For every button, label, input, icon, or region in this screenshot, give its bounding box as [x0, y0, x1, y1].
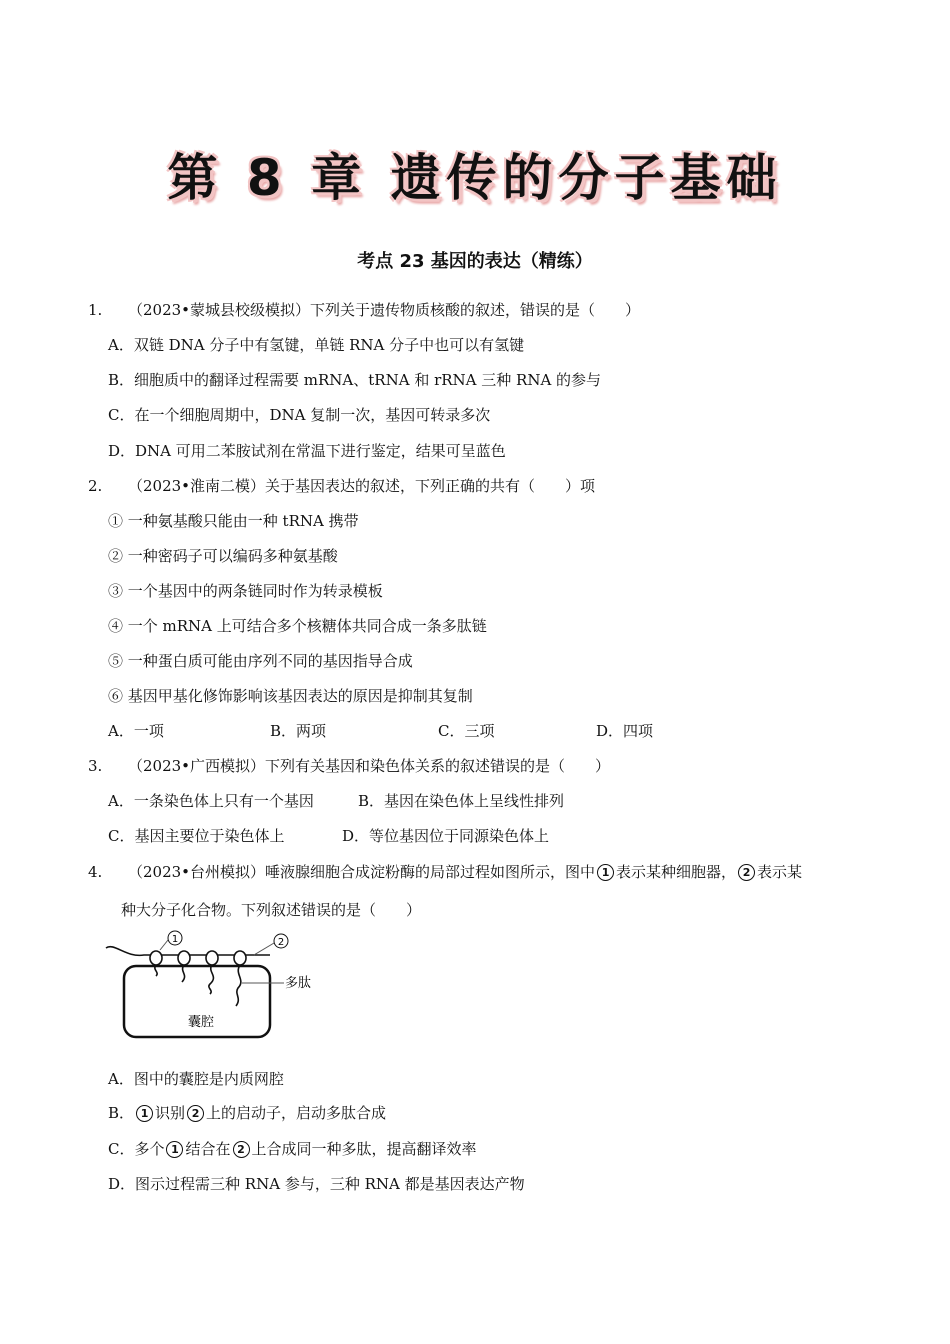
question-text: 表示某种细胞器，: [616, 863, 737, 881]
circled-2-mark: 2: [187, 1105, 204, 1122]
q2-item-5: ⑤ 一种蛋白质可能由序列不同的基因指导合成: [108, 652, 413, 670]
q2-item-2: ② 一种密码子可以编码多种氨基酸: [108, 547, 338, 565]
question-4-stem: [88, 862, 802, 882]
question-text: （2023•台州模拟）唾液腺细胞合成淀粉酶的局部过程如图所示，图中: [128, 863, 596, 881]
question-text: （2023•淮南二模）关于基因表达的叙述，下列正确的共有（ ）项: [128, 477, 596, 495]
q1-option-a: A．双链 DNA 分子中有氢键，单链 RNA 分子中也可以有氢键: [108, 336, 525, 354]
q2-item-3: ③ 一个基因中的两条链同时作为转录模板: [108, 582, 383, 600]
circled-1-mark: 1: [136, 1105, 153, 1122]
q2-options-row: [108, 721, 653, 741]
q3-options-row-1: [108, 791, 564, 811]
chapter-title: 第 8 章 遗传的分子基础: [167, 149, 783, 207]
ribosome-1: [150, 951, 162, 965]
q4-option-d: D．图示过程需三种 RNA 参与，三种 RNA 都是基因表达产物: [108, 1175, 525, 1193]
q2-option-b: B．两项: [270, 722, 327, 740]
q1-option-d: D．DNA 可用二苯胺试剂在常温下进行鉴定，结果可呈蓝色: [108, 442, 506, 460]
er-ribosome-diagram: [104, 928, 324, 1043]
question-4-stem-continued: 种大分子化合物。下列叙述错误的是（ ）: [121, 901, 422, 919]
section-title: 考点 23 基因的表达（精练）: [357, 251, 593, 272]
polypeptide-4: [236, 965, 241, 1006]
ribosome-3: [206, 951, 218, 965]
label-peptide: 多肽: [285, 976, 312, 991]
circled-2-mark: 2: [738, 864, 755, 881]
q4-option-b: [108, 1103, 386, 1123]
question-number: 4.: [88, 863, 103, 881]
ribosome-4: [234, 951, 246, 965]
q3-options-row-2: [108, 826, 549, 846]
q1-option-b: B．细胞质中的翻译过程需要 mRNA、tRNA 和 rRNA 三种 RNA 的参与: [108, 371, 602, 389]
question-text: （2023•广西模拟）下列有关基因和染色体关系的叙述错误的是（ ）: [128, 757, 611, 775]
question-text: 表示某: [757, 863, 803, 881]
polypeptide-2: [182, 965, 185, 982]
q3-option-b: B．基因在染色体上呈线性排列: [358, 792, 565, 810]
option-text: 上合成同一种多肽，提高翻译效率: [251, 1140, 477, 1158]
option-text: 识别: [155, 1104, 186, 1122]
q4-option-c: [108, 1139, 477, 1159]
label-2-leader: [254, 943, 274, 955]
question-number: 2.: [88, 477, 103, 495]
label-lumen: 囊腔: [188, 1015, 215, 1030]
q3-option-d: D．等位基因位于同源染色体上: [342, 827, 550, 845]
question-text: （2023•蒙城县校级模拟）下列关于遗传物质核酸的叙述，错误的是（ ）: [128, 301, 641, 319]
label-1: 1: [171, 934, 179, 945]
question-2-stem: [88, 476, 595, 496]
option-text: B．: [108, 1104, 135, 1122]
q1-option-c: C．在一个细胞周期中，DNA 复制一次，基因可转录多次: [108, 406, 491, 424]
q2-option-c: C．三项: [438, 722, 495, 740]
q2-item-1: ① 一种氨基酸只能由一种 tRNA 携带: [108, 512, 359, 530]
label-1-leader: [160, 940, 168, 950]
question-number: 3.: [88, 757, 103, 775]
question-number: 1.: [88, 301, 103, 319]
circled-2-mark: 2: [233, 1141, 250, 1158]
q2-item-6: ⑥ 基因甲基化修饰影响该基因表达的原因是抑制其复制: [108, 687, 473, 705]
ribosome-2: [178, 951, 190, 965]
circled-1-mark: 1: [166, 1141, 183, 1158]
question-3-stem: [88, 756, 610, 776]
q3-option-c: C．基因主要位于染色体上: [108, 827, 285, 845]
q2-option-d: D．四项: [596, 722, 654, 740]
q2-option-a: A．一项: [108, 722, 164, 740]
option-text: C．多个: [108, 1140, 165, 1158]
q4-option-a: A．图中的囊腔是内质网腔: [108, 1070, 284, 1088]
circled-1-mark: 1: [597, 864, 614, 881]
q3-option-a: A．一条染色体上只有一个基因: [108, 792, 314, 810]
question-1-stem: [88, 300, 640, 320]
q2-item-4: ④ 一个 mRNA 上可结合多个核糖体共同合成一条多肽链: [108, 617, 487, 635]
polypeptide-3: [209, 965, 214, 994]
option-text: 结合在: [185, 1140, 231, 1158]
option-text: 上的启动子，启动多肽合成: [206, 1104, 387, 1122]
label-2: 2: [277, 937, 285, 948]
